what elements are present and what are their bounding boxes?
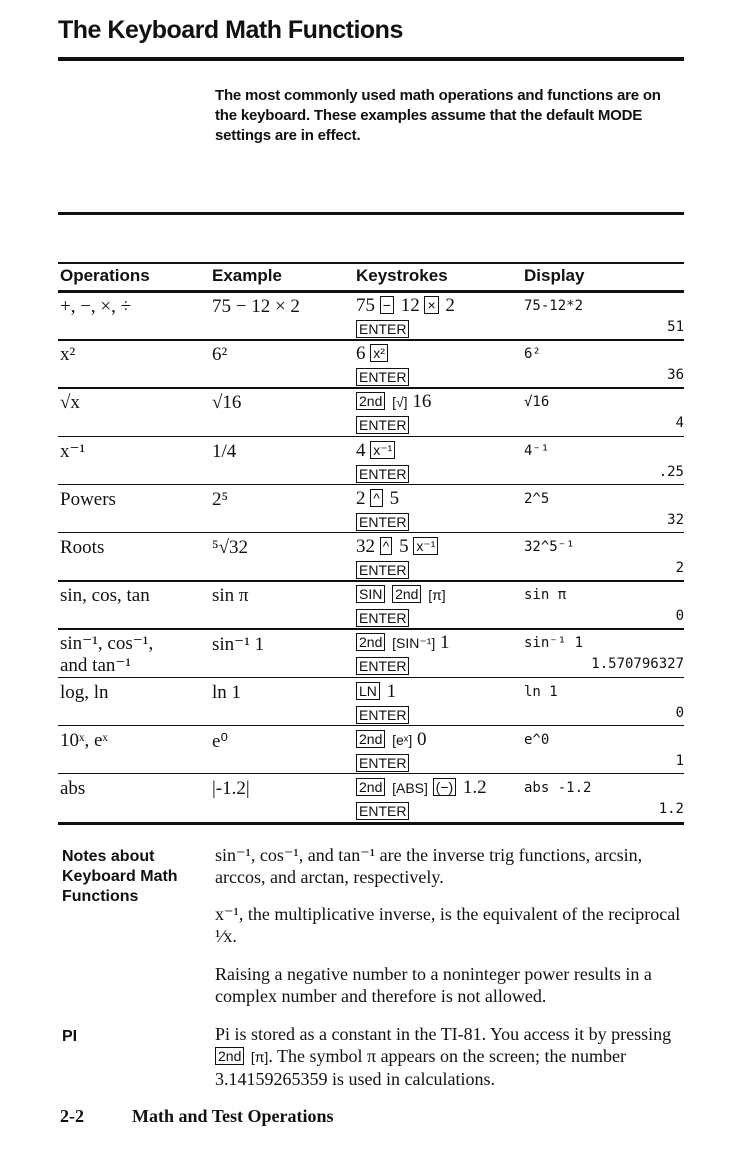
display-result: 32 <box>667 511 684 528</box>
display-result: 1.570796327 <box>591 656 684 673</box>
calculator-key: ENTER <box>356 609 409 627</box>
table-row <box>0 581 750 630</box>
display-result: 4 <box>675 415 684 432</box>
display-expression: ln 1 <box>524 683 558 700</box>
display-result: 0 <box>675 704 684 721</box>
page-number: 2-2 <box>60 1106 84 1126</box>
second-function-label: [π] <box>250 1049 269 1065</box>
example-cell: e⁰ <box>212 730 229 752</box>
operation-cell: x² <box>60 344 76 366</box>
intro-paragraph: The most commonly used math operations and functions are on the keyboard. These examples assume that the default MODE settings are in effect. <box>215 87 661 144</box>
calculator-key: 2nd <box>215 1047 244 1065</box>
display-expression: 75-12*2 <box>524 298 584 314</box>
calculator-key: 2nd <box>356 730 385 748</box>
notes-paragraph-2: x⁻¹, the multiplicative inverse, is the equivalent of the reciprocal ¹⁄x. <box>215 904 681 946</box>
table-row <box>0 678 750 727</box>
calculator-key: ENTER <box>356 561 409 579</box>
example-cell: 2⁵ <box>212 488 229 510</box>
calculator-key: (−) <box>433 778 457 796</box>
calculator-key: ^ <box>370 489 383 507</box>
calculator-key: 2nd <box>356 392 385 410</box>
keystrokes-line: 2nd [SIN⁻¹] 1 <box>356 631 450 655</box>
header-example: Example <box>212 266 282 285</box>
pi-title: PI <box>62 1028 78 1045</box>
display-result: 0 <box>675 608 684 625</box>
page-title: The Keyboard Math Functions <box>58 16 403 44</box>
calculator-key: x⁻¹ <box>370 441 395 459</box>
keystrokes-line: LN 1 <box>356 680 411 704</box>
calculator-key: 2nd <box>356 633 385 651</box>
keystrokes-cell <box>356 631 450 679</box>
display-expression: 4⁻¹ <box>524 442 550 459</box>
keystrokes-line: 2nd [eˣ] 0 <box>356 728 427 752</box>
keystrokes-cell <box>356 680 411 728</box>
display-expression: abs -1.2 <box>524 780 592 796</box>
display-result: 1 <box>675 752 684 769</box>
table-row <box>0 437 750 486</box>
keystrokes-line: 4 x⁻¹ <box>356 439 411 463</box>
keystrokes-line: 75 − 12 × 2 <box>356 295 455 316</box>
operation-cell: sin⁻¹, cos⁻¹, and tan⁻¹ <box>60 633 154 677</box>
table-bottom-rule <box>58 822 684 825</box>
notes-paragraph-3: Raising a negative number to a noninteger power results in a complex number and therefore is not allowed. <box>215 964 652 1006</box>
operation-cell: 10ˣ, eˣ <box>60 729 108 751</box>
display-expression: e^0 <box>524 731 550 748</box>
table-row <box>0 774 750 823</box>
example-cell: 6² <box>212 344 228 366</box>
keystrokes-cell <box>356 342 411 390</box>
calculator-key: 2nd <box>392 585 421 603</box>
display-expression: √16 <box>524 394 550 411</box>
operation-cell: Roots <box>60 537 105 558</box>
calculator-key: x⁻¹ <box>413 537 438 555</box>
keystrokes-cell <box>356 390 431 438</box>
example-cell: ln 1 <box>212 681 242 703</box>
notes-paragraph-1: sin⁻¹, cos⁻¹, and tan⁻¹ are the inverse trig functions, arcsin, arccos, and arctan, respectively. <box>215 845 643 887</box>
keystrokes-line <box>356 583 446 607</box>
keystrokes-cell <box>356 535 440 583</box>
table-row <box>0 292 750 341</box>
calculator-key: ENTER <box>356 368 409 386</box>
calculator-key: 2nd <box>356 778 385 796</box>
calculator-key: ENTER <box>356 657 409 675</box>
example-cell: |-1.2| <box>212 778 250 799</box>
calculator-key: x² <box>370 344 388 362</box>
table-row <box>0 533 750 582</box>
operation-cell: +, −, ×, ÷ <box>60 296 132 317</box>
section-rule <box>58 212 684 215</box>
display-result: 1.2 <box>658 801 684 817</box>
display-expression: 2^5 <box>524 490 550 507</box>
keystrokes-cell <box>356 583 446 631</box>
calculator-key: − <box>380 296 394 314</box>
keystrokes-cell <box>356 439 411 487</box>
calculator-key: ENTER <box>356 706 409 724</box>
table-row <box>0 485 750 534</box>
keystrokes-enter-line <box>356 800 487 824</box>
calculator-key: ENTER <box>356 320 409 338</box>
pi-paragraph: Pi is stored as a constant in the TI-81. You access it by pressing 2nd [π]. The symbol π appears on the screen; the number 3.14159265359 is used in calculations. <box>215 1024 672 1089</box>
table-row <box>0 388 750 437</box>
display-expression: 6² <box>524 346 541 363</box>
second-function-label: [eˣ] <box>392 731 413 748</box>
example-cell: sin π <box>212 585 249 607</box>
display-result: 51 <box>667 319 684 335</box>
calculator-key: ENTER <box>356 802 409 820</box>
example-cell: 1/4 <box>212 440 237 462</box>
second-function-label: [π] <box>428 587 446 604</box>
second-function-label: [ABS] <box>392 780 428 796</box>
title-rule <box>58 57 684 61</box>
operation-cell: √x <box>60 392 80 414</box>
header-display: Display <box>524 266 585 285</box>
example-cell: ⁵√32 <box>212 537 249 558</box>
keystrokes-line: 2nd [ABS] (−) 1.2 <box>356 776 487 800</box>
display-expression: sin π <box>524 587 567 604</box>
header-operations: Operations <box>60 266 150 285</box>
keystrokes-line: 32 ^ 5 x⁻¹ <box>356 535 440 559</box>
operation-cell: abs <box>60 778 86 799</box>
calculator-key: ENTER <box>356 465 409 483</box>
calculator-key: ENTER <box>356 416 409 434</box>
display-expression: 32^5⁻¹ <box>524 539 575 555</box>
keystrokes-cell <box>356 294 455 342</box>
table-row <box>0 726 750 775</box>
table-row <box>0 629 750 678</box>
table-top-rule <box>58 262 684 264</box>
example-cell: sin⁻¹ 1 <box>212 634 265 656</box>
keystrokes-line: 2nd [√] 16 <box>356 390 431 414</box>
calculator-key: ENTER <box>356 754 409 772</box>
second-function-label: [√] <box>392 394 408 411</box>
example-cell: 75 − 12 × 2 <box>212 296 300 317</box>
notes-title: Notes about Keyboard Math Functions <box>62 848 178 905</box>
display-result: 36 <box>667 367 684 384</box>
calculator-key: LN <box>356 682 380 700</box>
display-result: .25 <box>658 463 684 480</box>
calculator-key: ^ <box>380 537 393 555</box>
keystrokes-line: 6 x² <box>356 342 411 366</box>
keystrokes-cell <box>356 487 411 535</box>
operation-cell: x⁻¹ <box>60 440 86 462</box>
example-cell: √16 <box>212 392 242 414</box>
header-keystrokes: Keystrokes <box>356 266 448 285</box>
table-row <box>0 340 750 389</box>
keystrokes-cell <box>356 728 427 776</box>
operation-cell: sin, cos, tan <box>60 585 150 607</box>
page-footer <box>60 1106 334 1127</box>
operation-cell: log, ln <box>60 681 109 703</box>
operation-cell: Powers <box>60 488 116 510</box>
keystrokes-cell <box>356 776 487 824</box>
keystrokes-line: 2 ^ 5 <box>356 487 400 509</box>
display-result: 2 <box>675 560 684 576</box>
second-function-label: [SIN⁻¹] <box>392 635 436 652</box>
calculator-key: SIN <box>356 585 385 603</box>
section-name: Math and Test Operations <box>132 1106 334 1126</box>
calculator-key: × <box>424 296 438 314</box>
calculator-key: ENTER <box>356 513 409 531</box>
display-expression: sin⁻¹ 1 <box>524 635 584 652</box>
